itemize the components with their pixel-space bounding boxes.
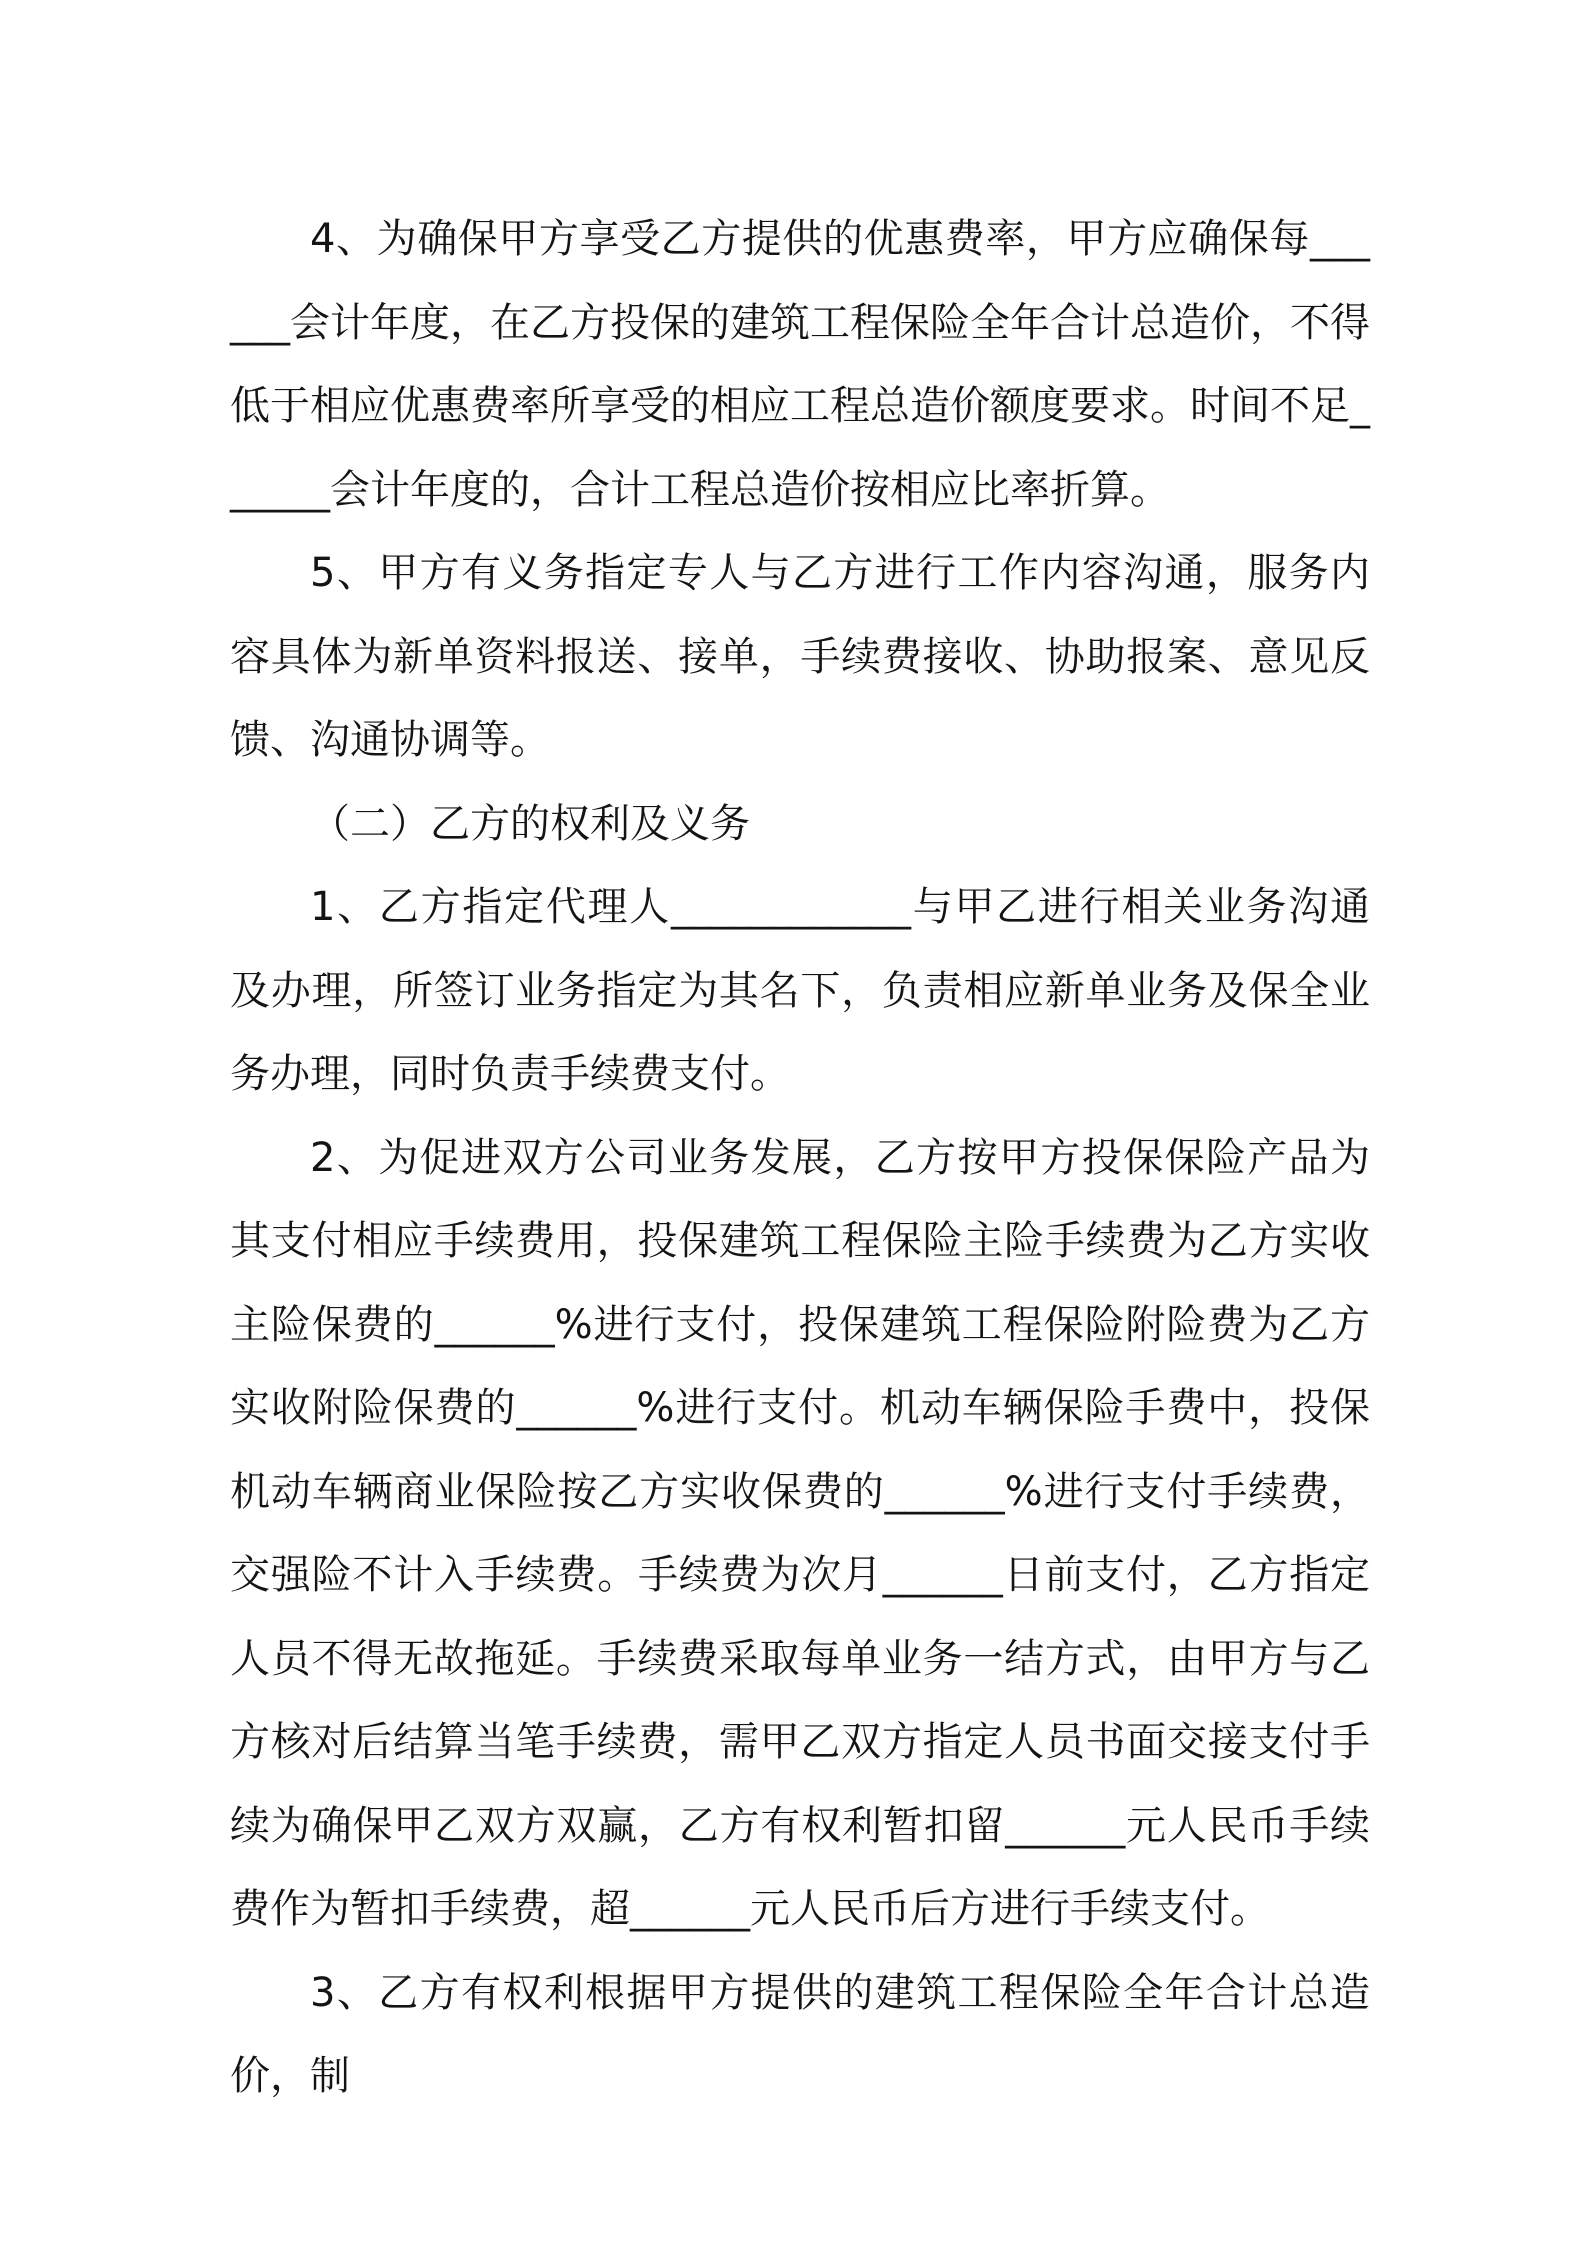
paragraph-b1-designated-agent: 1、乙方指定代理人____________与甲乙进行相关业务沟通及办理，所签订业务指定为其名下，负责相应新单业务及保全业务办理，同时负责手续费支付。 [230, 884, 1370, 1097]
paragraph-b2-commission-fees: 2、为促进双方公司业务发展，乙方按甲方投保保险产品为其支付相应手续费用，投保建筑工程保险主险手续费为乙方实收主险保费的______%进行支付，投保建筑工程保险附险费为乙方实收附险保费的______%进行支付。机动车辆保险手费中，投保机动车辆商业保险按乙方实收保费的______%进行支付手续费，交强险不计入手续费。手续费为次月______日前支付，乙方指定人员不得无故拖延。手续费采取每单业务一结方式，由甲方与乙方核对后结算当笔手续费，需甲乙双方指定人员书面交接支付手续为确保甲乙双方双赢，乙方有权利暂扣留______元人民币手续费作为暂扣手续费，超______元人民币后方进行手续支付。 [230, 1134, 1370, 1932]
document-page [230, 198, 1370, 2119]
paragraph-a4-premium-rate: 4、为确保甲方享受乙方提供的优惠费率，甲方应确保每______会计年度，在乙方投保的建筑工程保险全年合计总造价，不得低于相应优惠费率所享受的相应工程总造价额度要求。时间不足______会计年度的，合计工程总造价按相应比率折算。 [230, 216, 1370, 513]
section-heading-party-b-rights: （二）乙方的权利及义务 [310, 800, 750, 847]
paragraph-a5-contact-person: 5、甲方有义务指定专人与乙方进行工作内容沟通，服务内容具体为新单资料报送、接单，手续费接收、协助报案、意见反馈、沟通协调等。 [230, 550, 1370, 763]
paragraph-b3-rights: 3、乙方有权利根据甲方提供的建筑工程保险全年合计总造价，制 [230, 1969, 1370, 2099]
